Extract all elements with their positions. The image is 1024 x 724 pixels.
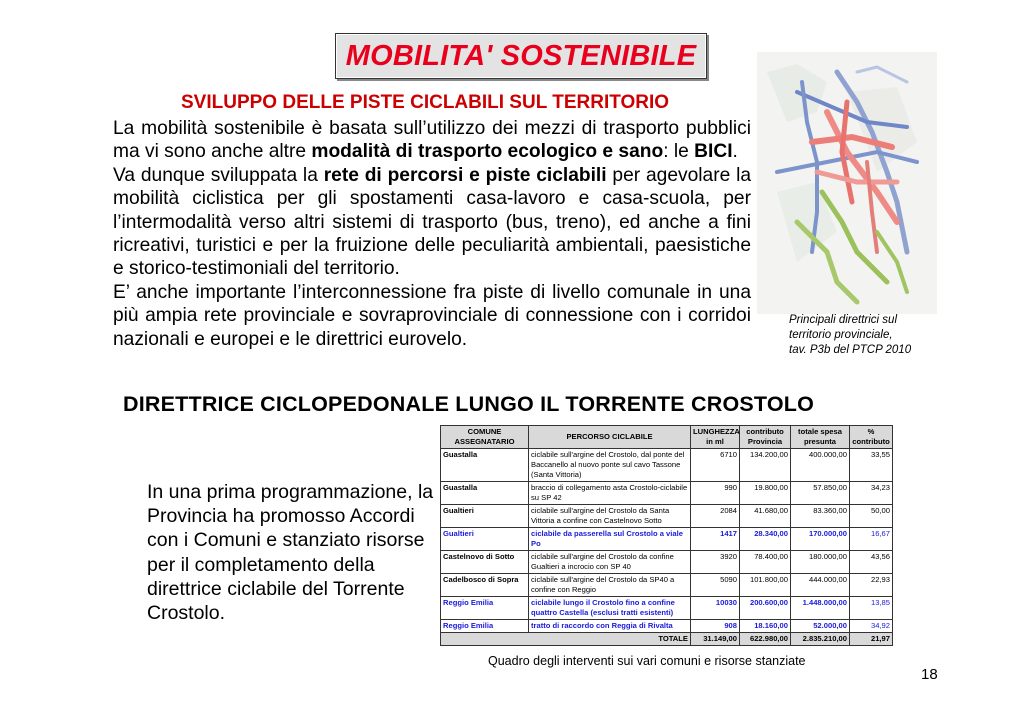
table-cell-pct: 34,23 — [850, 482, 893, 505]
header-percorso: PERCORSO CICLABILE — [529, 426, 691, 449]
table-cell-comune: Guastalla — [441, 482, 529, 505]
total-pct: 21,97 — [850, 633, 893, 646]
page-number: 18 — [921, 666, 938, 683]
table-cell-totale: 400.000,00 — [791, 449, 850, 482]
total-label: TOTALE — [441, 633, 691, 646]
left-text: In una prima programmazione, la Provincia ha promosso Accordi con i Comuni e stanziato risorse per il completamento della direttrice ciclabile del Torrente Crostolo. — [147, 481, 434, 625]
table-cell-totale: 170.000,00 — [791, 528, 850, 551]
table-cell-contributo: 134.200,00 — [740, 449, 791, 482]
table-cell-lunghezza: 6710 — [691, 449, 740, 482]
table-cell-lunghezza: 10030 — [691, 597, 740, 620]
table-total-row — [441, 633, 893, 646]
table-cell-pct: 34,92 — [850, 620, 893, 633]
table-cell-comune: Gualtieri — [441, 528, 529, 551]
map-caption-line-3: tav. P3b del PTCP 2010 — [789, 344, 912, 356]
table-cell-lunghezza: 3920 — [691, 551, 740, 574]
table-cell-comune: Gualtieri — [441, 505, 529, 528]
table-cell-totale: 52.000,00 — [791, 620, 850, 633]
table-cell-percorso: ciclabile sull'argine del Crostolo da confine Gualtieri a incrocio con SP 40 — [529, 551, 691, 574]
table-cell-contributo: 28.340,00 — [740, 528, 791, 551]
table-cell-contributo: 101.800,00 — [740, 574, 791, 597]
table-row — [441, 551, 893, 574]
header-contributo: contributo Provincia — [740, 426, 791, 449]
table-cell-totale: 180.000,00 — [791, 551, 850, 574]
table-cell-pct: 13,85 — [850, 597, 893, 620]
total-lunghezza: 31.149,00 — [691, 633, 740, 646]
table-cell-percorso: ciclabile sull'argine del Crostolo, dal ponte del Baccanello al nuovo ponte sul cavo Tassone (Santa Vittoria) — [529, 449, 691, 482]
table-cell-contributo: 19.800,00 — [740, 482, 791, 505]
table-cell-comune: Guastalla — [441, 449, 529, 482]
table-row — [441, 449, 893, 482]
intro-paragraph-1: La mobilità sostenibile è basata sull’utilizzo dei mezzi di trasporto pubblici ma vi sono anche altre modalità di trasporto ecologico e sano: le BICI. — [113, 118, 751, 163]
table-row — [441, 620, 893, 633]
table-cell-lunghezza: 1417 — [691, 528, 740, 551]
table-cell-contributo: 200.600,00 — [740, 597, 791, 620]
cycle-network-map — [757, 52, 937, 314]
table-caption: Quadro degli interventi sui vari comuni e risorse stanziate — [488, 654, 806, 668]
intro-paragraph-3: E’ anche importante l’interconnessione fra piste di livello comunale in una più ampia rete provinciale e sovraprovinciale di connessione con i corridoi nazionali e europei e le direttrici eurovelo. — [113, 281, 751, 350]
table-cell-totale: 57.850,00 — [791, 482, 850, 505]
table-header-row — [441, 426, 893, 449]
table-cell-percorso: ciclabile sull'argine del Crostolo da SP40 a confine con Reggio — [529, 574, 691, 597]
page-title: MOBILITA' SOSTENIBILE — [345, 39, 697, 72]
map-caption — [789, 313, 911, 358]
table-cell-comune: Castelnovo di Sotto — [441, 551, 529, 574]
map-caption-line-1: Principali direttrici sul — [789, 314, 898, 326]
table-row — [441, 528, 893, 551]
map-caption-line-2: territorio provinciale, — [789, 329, 893, 341]
header-totale: totale spesa presunta — [791, 426, 850, 449]
interventions-table-wrap — [440, 425, 892, 646]
table-cell-pct: 22,93 — [850, 574, 893, 597]
table-row — [441, 505, 893, 528]
table-cell-contributo: 41.680,00 — [740, 505, 791, 528]
header-comune: COMUNE ASSEGNATARIO — [441, 426, 529, 449]
subtitle: SVILUPPO DELLE PISTE CICLABILI SUL TERRITORIO — [181, 92, 670, 113]
header-lunghezza: LUNGHEZZA in ml — [691, 426, 740, 449]
table-cell-lunghezza: 908 — [691, 620, 740, 633]
table-cell-totale: 444.000,00 — [791, 574, 850, 597]
table-cell-contributo: 18.160,00 — [740, 620, 791, 633]
interventions-table — [440, 425, 893, 646]
table-cell-percorso: tratto di raccordo con Reggia di Rivalta — [529, 620, 691, 633]
table-cell-totale: 83.360,00 — [791, 505, 850, 528]
table-cell-comune: Reggio Emilia — [441, 620, 529, 633]
table-cell-pct: 43,56 — [850, 551, 893, 574]
table-cell-lunghezza: 5090 — [691, 574, 740, 597]
table-cell-totale: 1.448.000,00 — [791, 597, 850, 620]
table-row — [441, 574, 893, 597]
table-cell-contributo: 78.400,00 — [740, 551, 791, 574]
table-cell-pct: 50,00 — [850, 505, 893, 528]
table-cell-lunghezza: 2084 — [691, 505, 740, 528]
table-row — [441, 482, 893, 505]
table-cell-comune: Reggio Emilia — [441, 597, 529, 620]
section-title: DIRETTRICE CICLOPEDONALE LUNGO IL TORRENTE CROSTOLO — [123, 392, 815, 416]
table-cell-lunghezza: 990 — [691, 482, 740, 505]
total-contributo: 622.980,00 — [740, 633, 791, 646]
table-cell-percorso: braccio di collegamento asta Crostolo-ciclabile su SP 42 — [529, 482, 691, 505]
intro-text — [113, 117, 751, 351]
table-cell-percorso: ciclabile sull'argine del Crostolo da Santa Vittoria a confine con Castelnovo Sotto — [529, 505, 691, 528]
table-cell-comune: Cadelbosco di Sopra — [441, 574, 529, 597]
table-cell-pct: 33,55 — [850, 449, 893, 482]
table-row — [441, 597, 893, 620]
total-totale: 2.835.210,00 — [791, 633, 850, 646]
table-cell-pct: 16,67 — [850, 528, 893, 551]
title-box — [335, 33, 707, 79]
intro-paragraph-2: Va dunque sviluppata la rete di percorsi e piste ciclabili per agevolare la mobilità ciclistica per gli spostamenti casa-lavoro e casa-scuola, per l’intermodalità verso altri sistemi di trasporto (bus, treno), ed anche a fini ricreativi, turistici e per la fruizione delle peculiarità ambientali, paesistiche e storico-testimoniali del territorio. — [113, 164, 752, 280]
header-pct: % contributo — [850, 426, 893, 449]
table-cell-percorso: ciclabile da passerella sul Crostolo a viale Po — [529, 528, 691, 551]
table-cell-percorso: ciclabile lungo il Crostolo fino a confine quattro Castella (esclusi tratti esistenti) — [529, 597, 691, 620]
